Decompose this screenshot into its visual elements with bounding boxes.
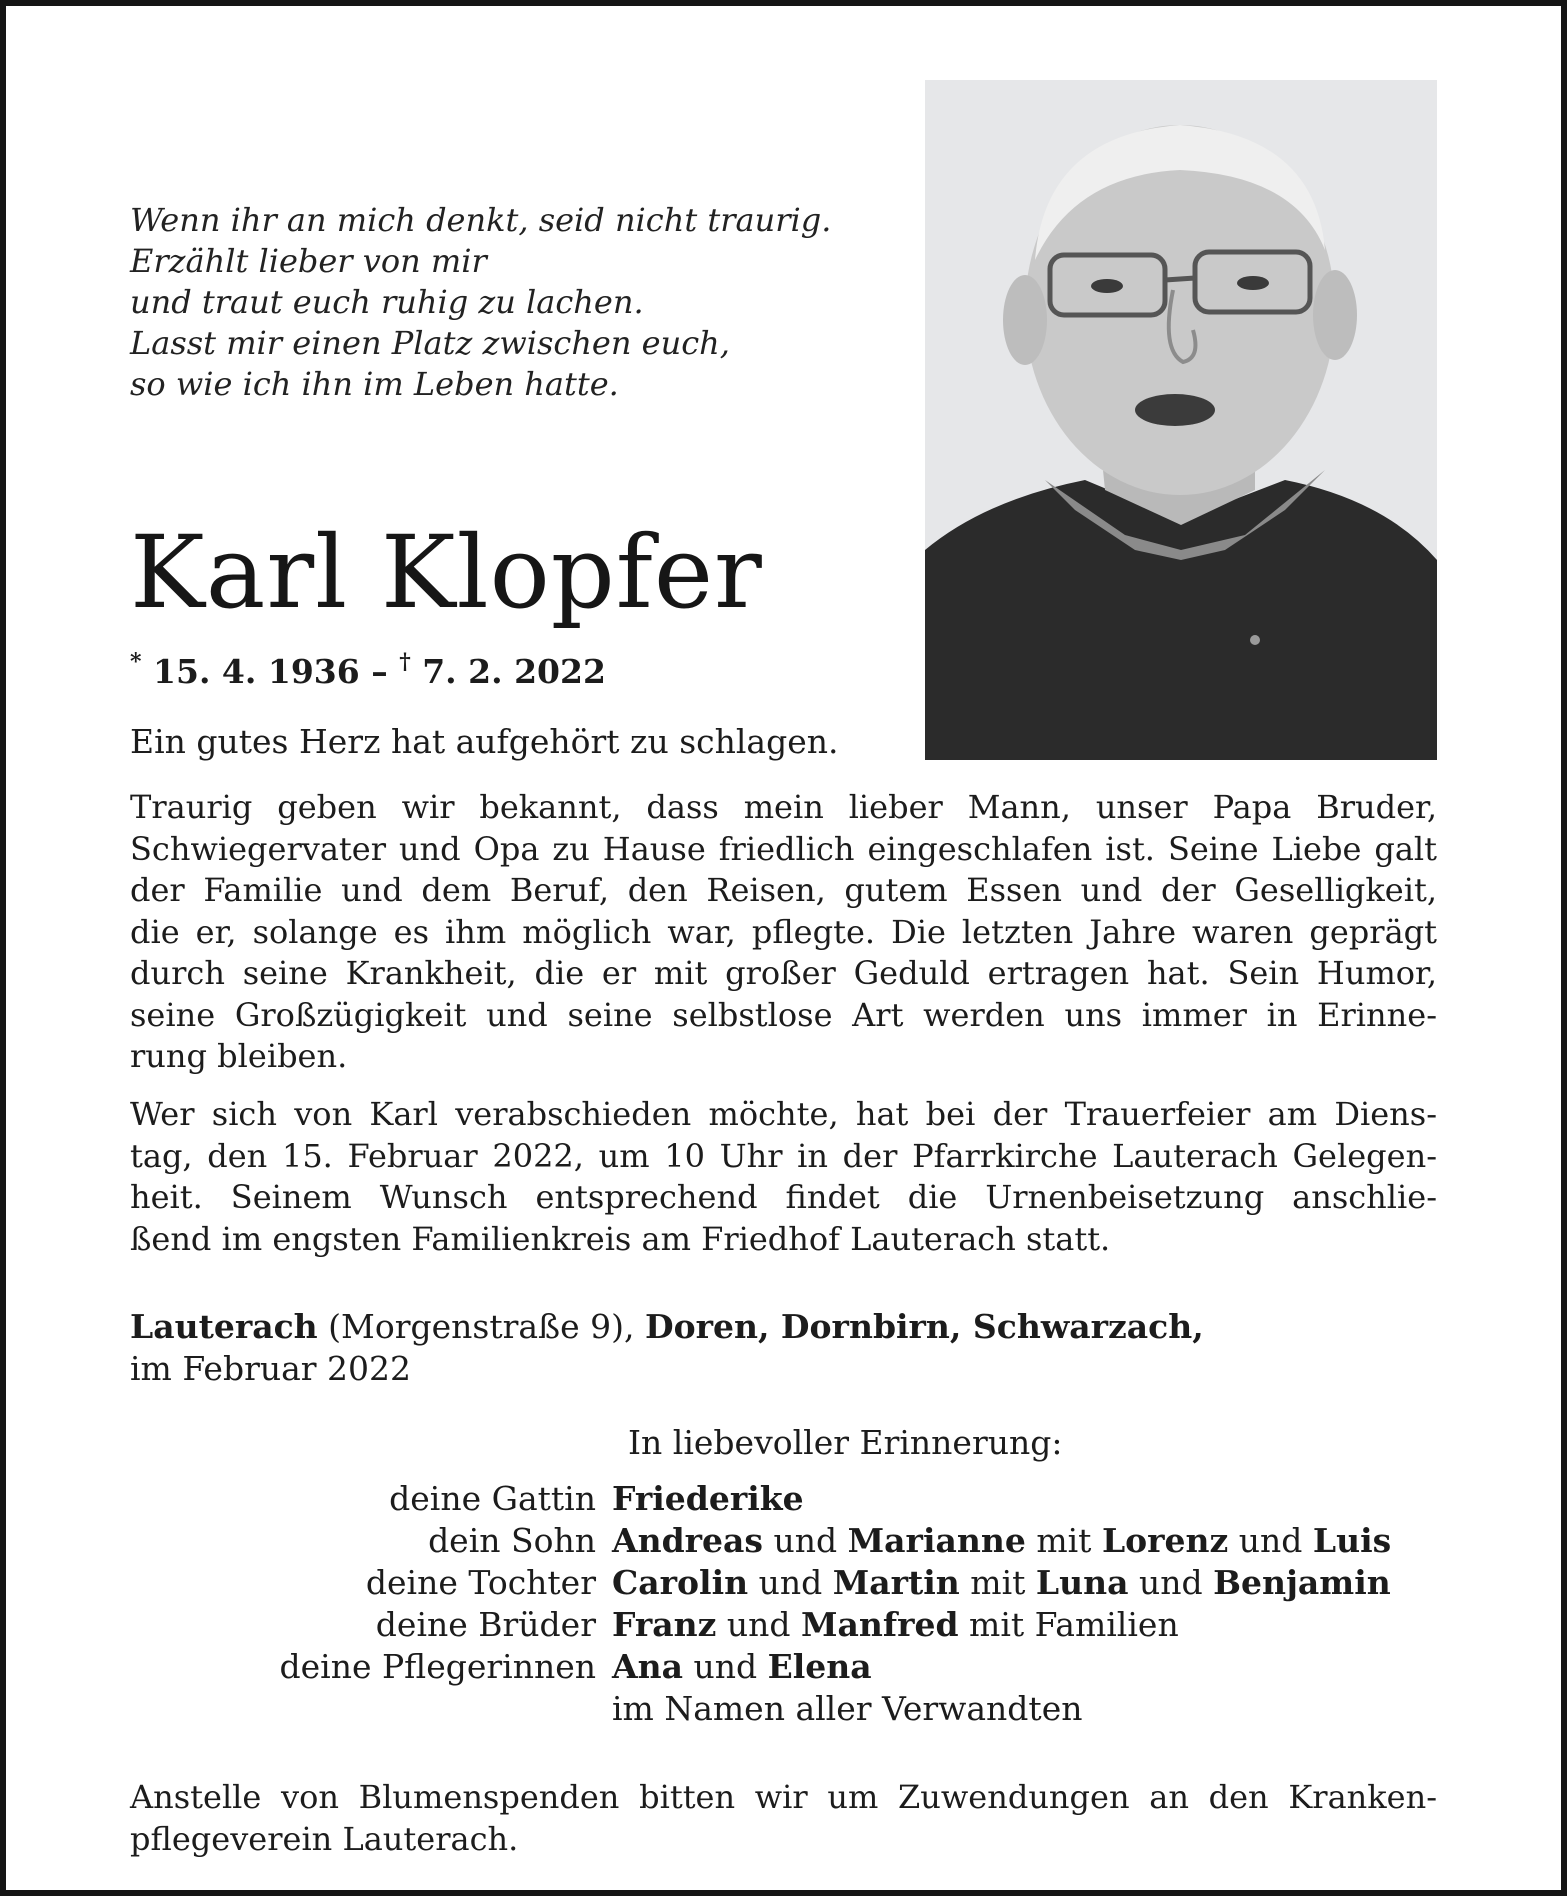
- death-symbol: †: [399, 649, 411, 675]
- text-line: Wer sich von Karl verabschieden möchte, hat bei der Trauerfeier am Diens-: [130, 1095, 1437, 1133]
- family-member-name: Lorenz: [1101, 1521, 1229, 1560]
- family-connector: und: [716, 1605, 801, 1644]
- family-member-name: Martin: [832, 1563, 960, 1602]
- family-names: [612, 1520, 1391, 1562]
- family-connector: und: [682, 1647, 768, 1686]
- family-row: [130, 1562, 1437, 1604]
- family-member-name: Luis: [1312, 1521, 1392, 1560]
- text-line: der Familie und dem Beruf, den Reisen, gutem Essen und der Geselligkeit,: [130, 871, 1437, 909]
- poem-line: Erzählt lieber von mir: [130, 242, 487, 280]
- family-connector: mit: [1025, 1521, 1102, 1560]
- family-member-name: Franz: [612, 1605, 717, 1644]
- life-dates: [130, 640, 606, 694]
- place-date: im Februar 2022: [130, 1349, 412, 1388]
- family-member-name: Carolin: [612, 1563, 749, 1602]
- family-names: [612, 1478, 804, 1520]
- place-town: Lauterach: [130, 1307, 318, 1346]
- family-connector: und: [1228, 1521, 1313, 1560]
- family-relation: deine Pflegerinnen: [279, 1647, 596, 1686]
- family-row: [130, 1604, 1437, 1646]
- text-line: seine Großzügigkeit und seine selbstlose Art werden uns immer in Erinne-: [130, 995, 1437, 1034]
- text-line: Anstelle von Blumenspenden bitten wir um Zuwendungen an den Kranken-: [130, 1778, 1437, 1816]
- memory-heading: In liebevoller Erinnerung:: [628, 1423, 1063, 1462]
- family-list: [130, 1478, 1437, 1730]
- family-relation: deine Tochter: [365, 1563, 596, 1602]
- text-line: durch seine Krankheit, die er mit großer Geduld ertragen hat. Sein Humor,: [130, 954, 1437, 992]
- lead-sentence: Ein gutes Herz hat aufgehört zu schlagen.: [130, 722, 839, 761]
- portrait-photo: [925, 80, 1437, 760]
- family-connector: und: [763, 1521, 848, 1560]
- deceased-name: Karl Klopfer: [130, 514, 763, 631]
- family-connector: mit Familien: [958, 1605, 1179, 1644]
- family-relation: [130, 1688, 612, 1730]
- text-line: heit. Seinem Wunsch entsprechend findet die Urnenbeisetzung anschlie-: [130, 1178, 1437, 1216]
- poem-line: so wie ich ihn im Leben hatte.: [130, 365, 619, 403]
- text-line: pflegeverein Lauterach.: [130, 1820, 519, 1858]
- death-date: 7. 2. 2022: [422, 652, 606, 691]
- date-separator: –: [371, 652, 388, 691]
- announcement-paragraph: [130, 787, 1437, 1078]
- family-connector: und: [1128, 1563, 1214, 1602]
- family-member-name: Benjamin: [1213, 1563, 1391, 1602]
- text-line: Traurig geben wir bekannt, dass mein lieber Mann, unser Papa Bruder,: [130, 788, 1437, 826]
- closing-note: [130, 1776, 1437, 1860]
- family-row: [130, 1478, 1437, 1520]
- family-member-name: Luna: [1035, 1563, 1129, 1602]
- funeral-paragraph: [130, 1094, 1437, 1260]
- birth-symbol: *: [130, 649, 142, 675]
- family-row: [130, 1646, 1437, 1688]
- family-member-name: Andreas: [612, 1521, 764, 1560]
- place-and-date: [130, 1306, 1204, 1390]
- place-address: (Morgenstraße 9),: [328, 1307, 635, 1346]
- family-names: [612, 1688, 1082, 1730]
- birth-date: 15. 4. 1936: [153, 652, 360, 691]
- family-member-name: Manfred: [800, 1605, 959, 1644]
- family-names: [612, 1562, 1391, 1604]
- text-line: rung bleiben.: [130, 1037, 348, 1075]
- portrait-icon: [925, 80, 1437, 760]
- family-relation: deine Brüder: [375, 1605, 596, 1644]
- family-member-name: Marianne: [847, 1521, 1026, 1560]
- text-line: tag, den 15. Februar 2022, um 10 Uhr in der Pfarrkirche Lauterach Gelegen-: [130, 1136, 1437, 1175]
- family-row: [130, 1688, 1437, 1730]
- poem-line: und traut euch ruhig zu lachen.: [130, 283, 644, 321]
- poem: [130, 200, 831, 405]
- text-line: ßend im engsten Familienkreis am Friedhof Lauterach statt.: [130, 1219, 1111, 1258]
- place-others: Doren, Dornbirn, Schwarzach,: [644, 1307, 1204, 1346]
- family-relation: deine Gattin: [389, 1479, 596, 1518]
- family-names: [612, 1646, 872, 1688]
- family-connector: und: [748, 1563, 833, 1602]
- poem-line: Lasst mir einen Platz zwischen euch,: [130, 324, 730, 362]
- poem-line: Wenn ihr an mich denkt, seid nicht traurig.: [130, 201, 832, 239]
- family-connector: mit: [959, 1563, 1036, 1602]
- text-line: Schwiegervater und Opa zu Hause friedlich eingeschlafen ist. Seine Liebe galt: [130, 829, 1437, 868]
- family-names: [612, 1604, 1179, 1646]
- family-connector: im Namen aller Verwandten: [612, 1689, 1083, 1728]
- text-line: die er, solange es ihm möglich war, pflegte. Die letzten Jahre waren geprägt: [130, 912, 1437, 951]
- family-relation: dein Sohn: [428, 1521, 596, 1560]
- family-member-name: Elena: [767, 1647, 872, 1686]
- family-row: [130, 1520, 1437, 1562]
- family-member-name: Ana: [612, 1647, 683, 1686]
- family-member-name: Friederike: [612, 1479, 804, 1518]
